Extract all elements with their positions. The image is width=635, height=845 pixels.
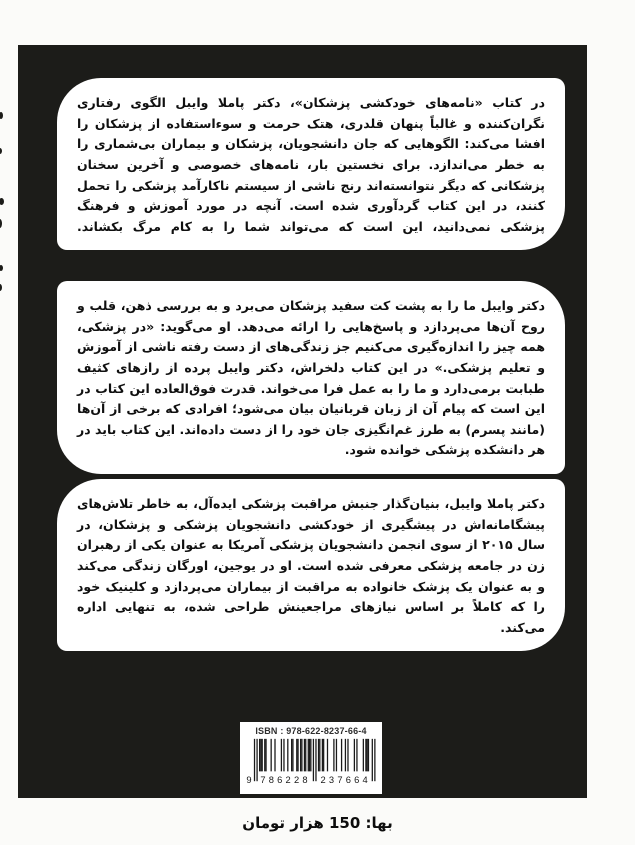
review-bubble-3 <box>57 479 565 651</box>
review-text-1: در کتاب «نامه‌های خودکشی پزشکان»، دکتر پاملا وایبل الگوی رفتاری نگران‌کننده و غالباً پنهان قلدری، هتک حرمت و سوءاستفاده از پزشکان را افشا می‌کند: الگوهایی که جان دانشجویان، پزشکان و بیماران بی‌شماری را به خطر می‌اندازد. برای نخستین بار، نامه‌های خصوصی و آخرین سخنان پزشکانی که دیگر نتوانسته‌اند رنج ناشی از سیستم ناکارآمد پزشکی را تحمل کنند، در این کتاب گردآوری شده است. آنچه در مورد آموزش و فرهنگ پزشکی نمی‌دانید، این است که می‌تواند شما را به کام مرگ بکشاند. <box>77 95 545 234</box>
back-cover-black-panel <box>18 45 587 798</box>
review-bubble-1 <box>57 78 565 250</box>
svg-text:786228: 786228 <box>260 775 308 786</box>
spine-text-fragment <box>0 112 3 119</box>
price-label: بها: 150 هزار تومان <box>242 814 393 832</box>
spine-text-fragment <box>0 148 2 154</box>
spine-text-fragment <box>0 284 2 291</box>
review-text-3: دکتر پاملا وایبل، بنیان‌گذار جنبش مراقبت پزشکی ایده‌آل، به خاطر تلاش‌های پیشگامانه‌اش در پیشگیری از خودکشی دانشجویان پزشکی و پزشکان، در سال ۲۰۱۵ از سوی انجمن دانشجویان پزشکی آمریکا به عنوان یکی از رهبران زن در جامعه پزشکی معرفی شده است. او در یوجین، اورگان زندگی می‌کند و به عنوان یک پزشک خانواده به مراقبت از بیماران می‌پردازد و کلینیک خود را که کاملاً بر اساس نیازهای مراجعینش طراحی شده، به تنهایی اداره می‌کند. <box>77 496 545 635</box>
spine-text-fragment <box>0 219 2 228</box>
isbn-label: ISBN : 978-622-8237-66-4 <box>255 726 367 736</box>
review-text-2: دکتر وایبل ما را به پشت کت سفید پزشکان می‌برد و به بررسی ذهن، قلب و روح آن‌ها می‌پردازد و پاسخ‌هایی را ارائه می‌دهد. او می‌گوید: «در پزشکی، همه چیز را اندازه‌گیری می‌کنیم جز زندگی‌های از دست رفته ناشی از آموزش و تعلیم پزشکی.» در این کتاب دلخراش، دکتر وایبل پرده از رازهای کثیف طبابت برمی‌دارد و ما را به عمل فرا می‌خواند. قدرت فوق‌العاده این کتاب در این است که پیام آن از زبان قربانیان بیان می‌شود؛ افرادی که برخی از آن‌ها (مانند پسرم) به طرز غم‌انگیزی جان خود را از دست داده‌اند. این کتاب باید در هر دانشکده پزشکی خوانده شود. <box>77 298 545 458</box>
ean13-barcode <box>246 738 376 786</box>
isbn-barcode-box <box>240 722 382 794</box>
svg-text:237664: 237664 <box>320 775 368 786</box>
svg-text:9: 9 <box>246 775 252 786</box>
spine-text-fragment <box>0 265 3 271</box>
spine-text-fragment <box>0 198 4 205</box>
review-bubble-2 <box>57 281 565 474</box>
